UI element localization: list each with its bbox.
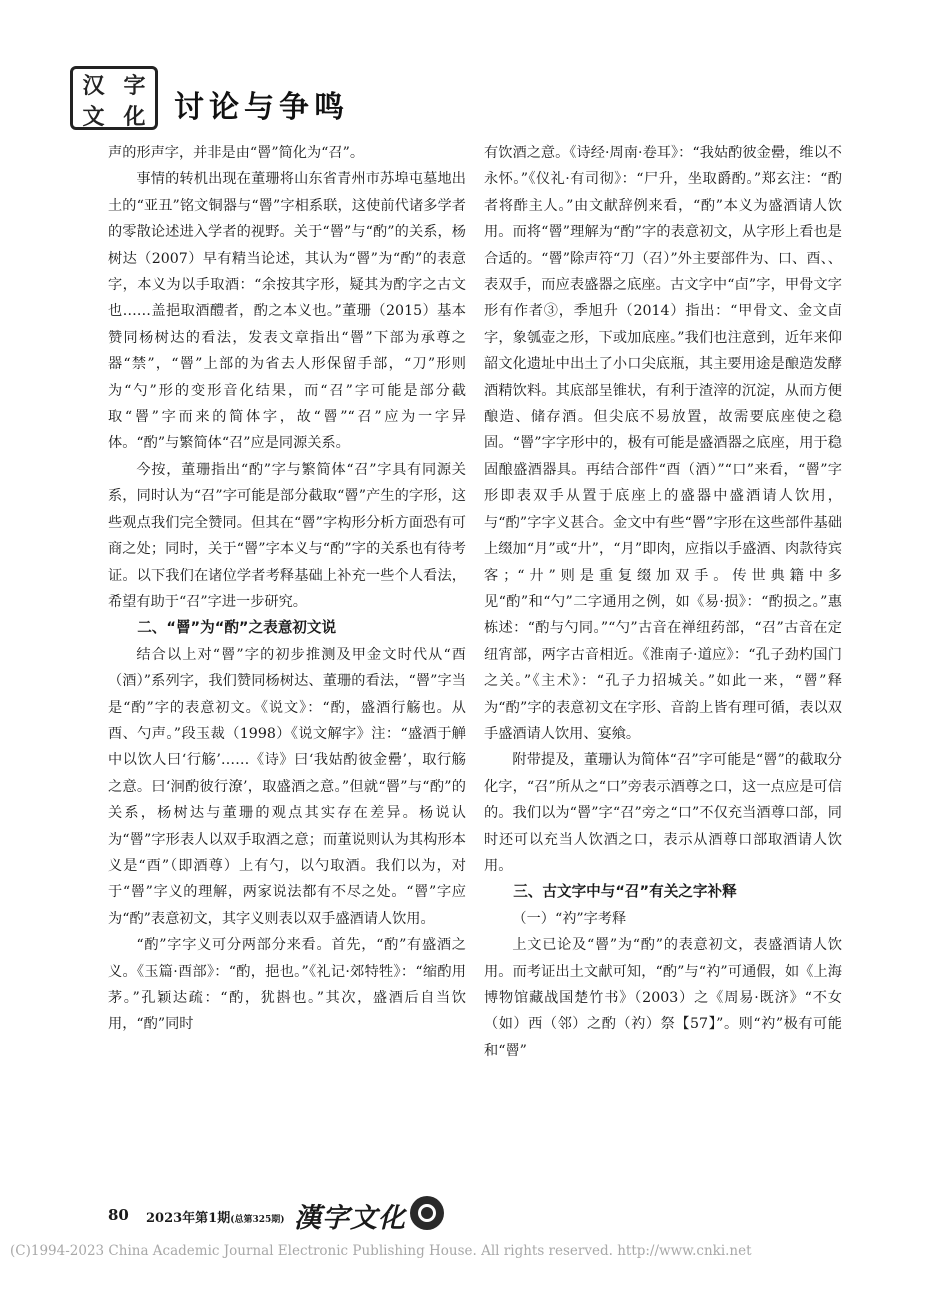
issue-label: 2023年第1期 — [146, 1211, 231, 1226]
page-footer — [108, 1196, 468, 1232]
paragraph: 结合以上对“罾”字的初步推测及甲金文时代从“酉（酒）”系列字，我们赞同杨树达、董珊的看法，“罾”字当是“酌”字的表意初文。《说文》：“酌，盛酒行觞也。从酉、勺声。”段玉裁（1998）《说文解字》注：“盛酒于觯中以饮人曰‘行觞’……《诗》曰‘我姑酌彼金罍’，取行觞之意。曰‘泂酌彼行潦’，取盛酒之意。”但就“罾”与“酌”的关系，杨树达与董珊的观点其实存在差异。杨说认为“罾”字形表人以双手取酒之意；而董说则认为其构形本义是“酉”（即酒尊）上有勺，以勺取酒。我们以为，对于“罾”字义的理解，两家说法都有不尽之处。“罾”字应为“酌”表意初文，其字义则表以双手盛酒请人饮用。 — [108, 646, 466, 927]
paragraph: 今按，董珊指出“酌”字与繁简体“召”字具有同源关系，同时认为“召”字可能是部分截取“罾”产生的字形，这些观点我们完全赞同。但其在“罾”字构形分析方面恐有可商之处；同时，关于“罾”字本义与“酌”字的关系也有待考证。以下我们在诸位学者考释基础上补充一些个人看法，希望有助于“召”字进一步研究。 — [108, 461, 466, 610]
logo-char: 汉 — [82, 74, 105, 99]
copyright-notice: (C)1994-2023 China Academic Journal Electronic Publishing House. All rights reserved. http://www.cnki.net — [10, 1243, 752, 1259]
section-title: 讨论与争鸣 — [174, 90, 349, 125]
paragraph: 事情的转机出现在董珊将山东省青州市苏埠屯墓地出土的“亚丑”铭文铜器与“罾”字相系联，这使前代诸多学者的零散论述进入学者的视野。关于“罾”与“酌”的关系，杨树达（2007）早有精当论述，其认为“罾”为“酌”的表意字，本义为以手取酒：“余按其字形，疑其为酌字之古文也……盖挹取酒醴者，酌之本义也。”董珊（2015）基本赞同杨树达的看法，发表文章指出“罾”下部为承尊之器“禁”，“罾”上部的为省去人形保留手部，“刀”形则为“勺”形的变形音化结果，而“召”字可能是部分截取“罾”字而来的简体字，故“罾”“召”应为一字异体。“酌”与繁简体“召”应是同源关系。 — [108, 171, 466, 452]
subsection-heading: （一）“礿”字考释 — [512, 910, 627, 927]
paragraph: 声的形声字，并非是由“罾”简化为“召”。 — [108, 145, 365, 161]
paragraph: 附带提及，董珊认为简体“召”字可能是“罾”的截取分化字，“召”所从之“口”旁表示酒尊之口，这一点应是可信的。我们以为“罾”字“召”旁之“口”不仅充当酒尊口部，同时还可以充当人饮酒之口，表示从酒尊口部取酒请人饮用。 — [484, 752, 842, 874]
page-number: 80 — [108, 1206, 129, 1224]
paragraph: “酌”字字义可分两部分来看。首先，“酌”有盛酒之义。《玉篇·酉部》：“酌，挹也。”《礼记·郊特牲》：“缩酌用茅。”孔颖达疏：“酌，犹斟也。”其次，盛酒后自当饮用，“酌”同时 — [108, 937, 466, 1033]
logo-char: 文 — [82, 105, 105, 130]
logo-char: 字 — [123, 74, 146, 99]
journal-emblem-icon — [410, 1196, 444, 1230]
issue-info — [146, 1207, 285, 1226]
section-heading: 二、“罾”为“酌”之表意初文说 — [137, 619, 337, 637]
issue-total: (总第325期) — [230, 1215, 285, 1225]
section-heading: 三、古文字中与“召”有关之字补释 — [513, 883, 737, 901]
journal-logo — [70, 66, 158, 130]
journal-name: 漢字文化 — [294, 1203, 406, 1234]
paragraph: 有饮酒之意。《诗经·周南·卷耳》：“我姑酌彼金罍，维以不永怀。”《仪礼·有司彻》：“尸升，坐取爵酌。”郑玄注：“酌者将酢主人。”由文献辞例来看，“酌”本义为盛酒请人饮用。而将“罾”理解为“酌”字的表意初文，从字形上看也是合适的。“罾”除声符“刀（召）”外主要部件为、口、酉、、表双手，而应表盛器之底座。古文字中“卣”字，甲骨文字形有作者③，季旭升（2014）指出：“甲骨文、金文卣字，象瓠壶之形，下或加底座。”我们也注意到，近年来仰韶文化遗址中出土了小口尖底瓶，其主要用途是酿造发酵酒精饮料。其底部呈锥状，有利于渣滓的沉淀，从而方便酿造、储存酒。但尖底不易放置，故需要底座使之稳固。“罾”字字形中的，极有可能是盛酒器之底座，用于稳固酿盛酒器具。再结合部件“酉（酒）”“口”来看，“罾”字形即表双手从置于底座上的盛器中盛酒请人饮用，与“酌”字字义甚合。金文中有些“罾”字形在这些部件基础上缀加“月”或“廾”，“月”即肉，应指以手盛酒、肉款待宾客；“廾”则是重复缀加双手。传世典籍中多见“酌”和“勺”二字通用之例，如《易·损》：“酌损之。”惠栋述：“酌与勺同。”“勺”古音在禅纽药部，“召”古音在定纽宵部，两字古音相近。《淮南子·道应》：“孔子劲杓国门之关。”《主术》：“孔子力招城关。”如此一来，“罾”释为“酌”字的表意初文在字形、音韵上皆有理可循，表以双手盛酒请人饮用、宴飨。 — [484, 145, 842, 742]
paragraph: 上文已论及“罾”为“酌”的表意初文，表盛酒请人饮用。而考证出土文献可知，“酌”与“礿”可通假，如《上海博物馆藏战国楚竹书》（2003）之《周易·既济》“不女（如）西（邻）之酌（礿）祭【57】”。则“礿”极有可能和“罾” — [484, 937, 842, 1059]
page-header — [70, 66, 490, 130]
right-column — [484, 140, 842, 1064]
left-column — [108, 140, 466, 1038]
logo-char: 化 — [123, 105, 146, 130]
